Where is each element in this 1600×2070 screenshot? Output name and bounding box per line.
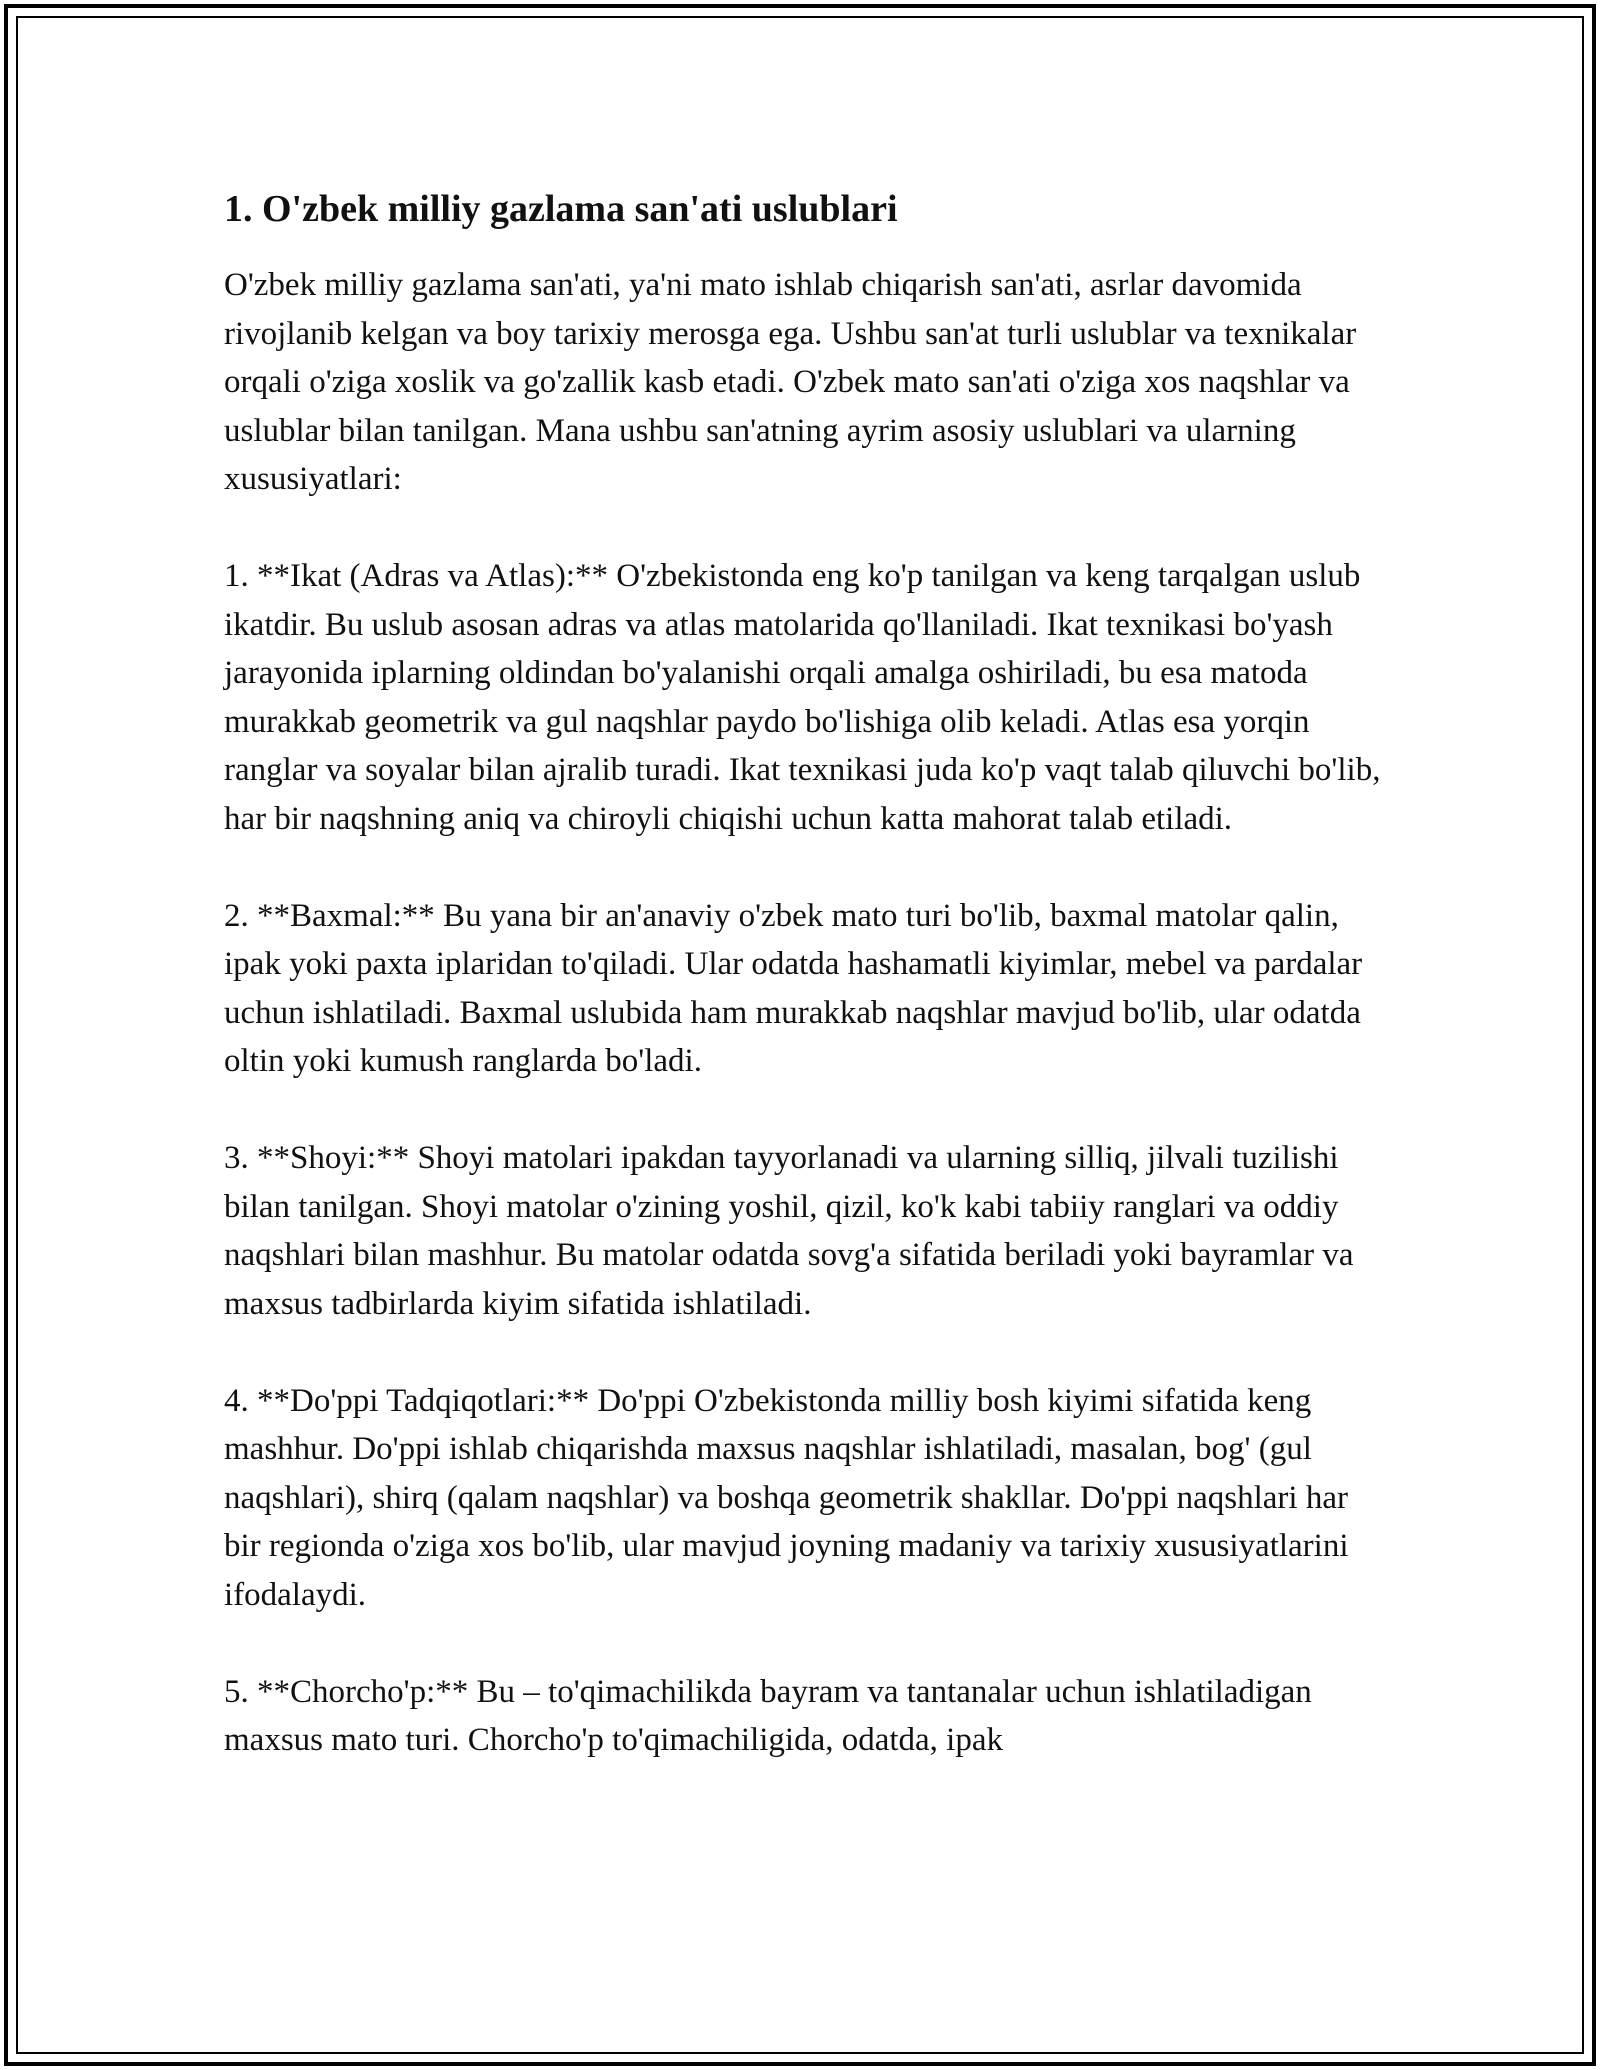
baxmal-paragraph: 2. **Baxmal:** Bu yana bir an'anaviy o'zbek mato turi bo'lib, baxmal matolar qalin, ipak yoki paxta iplaridan to'qiladi. Ular odatda hashamatli kiyimlar, mebel va pardalar uchun ishlatiladi. Baxmal uslubida ham murakkab naqshlar mavjud bo'lib, ular odatda oltin yoki kumush ranglarda bo'ladi.: [224, 897, 1363, 1079]
doppi-paragraph: 4. **Do'ppi Tadqiqotlari:** Do'ppi O'zbekistonda milliy bosh kiyimi sifatida keng mashhur. Do'ppi ishlab chiqarishda maxsus naqshlar ishlatiladi, masalan, bog' (gul naqshlari), shirq (qalam naqshlar) va boshqa geometrik shakllar. Do'ppi naqshlari har bir regionda o'ziga xos bo'lib, ular mavjud joyning madaniy va tarixiy xususiyatlarini ifodalaydi.: [224, 1382, 1349, 1613]
section-heading: 1. O'zbek milliy gazlama san'ati uslublari: [224, 188, 898, 230]
chorchop-paragraph: 5. **Chorcho'p:** Bu – to'qimachilikda bayram va tantanalar uchun ishlatiladigan maxsus mato turi. Chorcho'p to'qimachiligida, odatda, ipak: [224, 1673, 1312, 1758]
intro-paragraph: O'zbek milliy gazlama san'ati, ya'ni mato ishlab chiqarish san'ati, asrlar davomida rivojlanib kelgan va boy tarixiy merosga ega. Ushbu san'at turli uslublar va texnikalar orqali o'ziga xoslik va go'zallik kasb etadi. O'zbek mato san'ati o'ziga xos naqshlar va uslublar bilan tanilgan. Mana ushbu san'atning ayrim asosiy uslublari va ularning xususiyatlari:: [224, 267, 1357, 497]
ikat-paragraph: 1. **Ikat (Adras va Atlas):** O'zbekistonda eng ko'p tanilgan va keng tarqalgan uslub ikatdir. Bu uslub asosan adras va atlas matolarida qo'llaniladi. Ikat texnikasi bo'yash jarayonida iplarning oldindan bo'yalanishi orqali amalga oshiriladi, bu esa matoda murakkab geometrik va gul naqshlar paydo bo'lishiga olib keladi. Atlas esa yorqin ranglar va soyalar bilan ajralib turadi. Ikat texnikasi juda ko'p vaqt talab qiluvchi bo'lib, har bir naqshning aniq va chiroyli chiqishi uchun katta mahorat talab etiladi.: [224, 558, 1381, 837]
document-body: [224, 185, 1384, 1813]
shoyi-paragraph: 3. **Shoyi:** Shoyi matolari ipakdan tayyorlanadi va ularning silliq, jilvali tuzilishi bilan tanilgan. Shoyi matolar o'zining yoshil, qizil, ko'k kabi tabiiy ranglari va oddiy naqshlari bilan mashhur. Bu matolar odatda sovg'a sifatida beriladi yoki bayramlar va maxsus tadbirlarda kiyim sifatida ishlatiladi.: [224, 1140, 1354, 1322]
